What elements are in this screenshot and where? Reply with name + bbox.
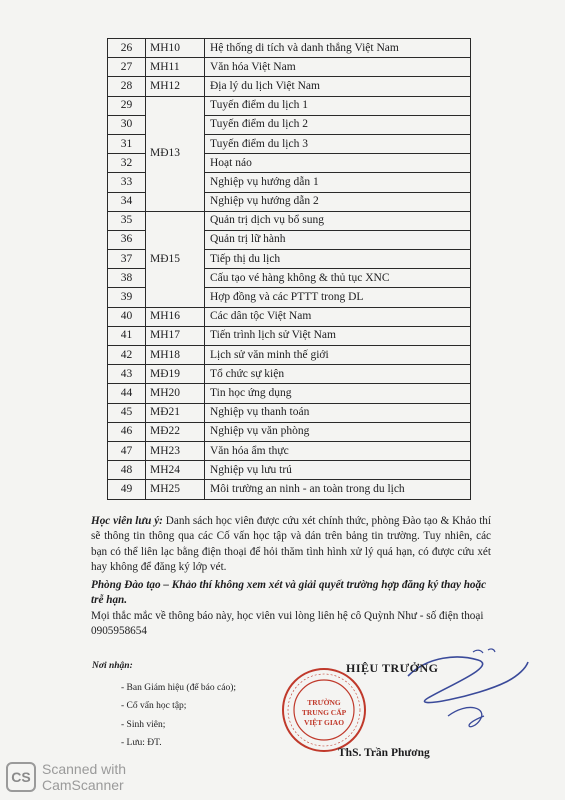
- watermark-text: [42, 761, 126, 793]
- course-name: Môi trường an ninh - an toàn trong du lịch: [205, 480, 471, 499]
- row-number: 34: [108, 192, 146, 211]
- note-text: Danh sách học viên được cứu xét chính thức, phòng Đào tạo & Khảo thí sẽ thông tin thông qua các Cố vấn học tập và dán trên bảng tin trường. Tuy nhiên, các bạn có thể liên lạc bằng điện thoại để hỏi thăm tình hình xử lý quá hạn, có được cứu xét hay không để đăng ký lớp vét.: [91, 515, 491, 573]
- course-name: Tuyến điểm du lịch 3: [205, 134, 471, 153]
- table-row: [108, 365, 471, 384]
- table-row: [108, 326, 471, 345]
- row-number: 26: [108, 39, 146, 58]
- course-name: Hệ thống di tích và danh thắng Việt Nam: [205, 39, 471, 58]
- recipient-item: - Ban Giám hiệu (để báo cáo);: [121, 683, 237, 693]
- course-name: Văn hóa Việt Nam: [205, 58, 471, 77]
- row-number: 29: [108, 96, 146, 115]
- table-row: [108, 58, 471, 77]
- row-number: 33: [108, 173, 146, 192]
- recipients-list: [121, 679, 236, 753]
- table-row: [108, 307, 471, 326]
- signer-name: ThS. Trần Phương: [338, 747, 430, 759]
- row-number: 47: [108, 441, 146, 460]
- camscanner-watermark: [6, 760, 166, 796]
- row-number: 31: [108, 134, 146, 153]
- course-code: MĐ19: [146, 365, 205, 384]
- row-number: 49: [108, 480, 146, 499]
- course-code: MH17: [146, 326, 205, 345]
- course-name: Tiếp thị du lịch: [205, 250, 471, 269]
- svg-text:TRUNG CẤP: TRUNG CẤP: [301, 708, 347, 717]
- course-code: MĐ13: [146, 96, 205, 211]
- contact-text: Mọi thắc mắc về thông báo này, học viên vui lòng liên hệ cô Quỳnh Như - số điện thoại: [91, 610, 484, 622]
- contact-info: [91, 609, 511, 640]
- row-number: 44: [108, 384, 146, 403]
- course-code: MH16: [146, 307, 205, 326]
- table-row: [108, 461, 471, 480]
- row-number: 28: [108, 77, 146, 96]
- course-code: MH11: [146, 58, 205, 77]
- course-code: MH24: [146, 461, 205, 480]
- course-name: Quản trị dịch vụ bổ sung: [205, 211, 471, 230]
- course-name: Nghiệp vụ hướng dẫn 1: [205, 173, 471, 192]
- row-number: 41: [108, 326, 146, 345]
- course-name: Cấu tạo vé hàng không & thủ tục XNC: [205, 269, 471, 288]
- row-number: 39: [108, 288, 146, 307]
- course-code: MH10: [146, 39, 205, 58]
- course-code: MĐ21: [146, 403, 205, 422]
- course-name: Tuyến điểm du lịch 2: [205, 115, 471, 134]
- svg-text:VIỆT GIAO: VIỆT GIAO: [303, 718, 345, 727]
- course-name: Quản trị lữ hành: [205, 230, 471, 249]
- row-number: 32: [108, 154, 146, 173]
- row-number: 40: [108, 307, 146, 326]
- row-number: 35: [108, 211, 146, 230]
- student-note: [91, 514, 491, 575]
- camscanner-logo-icon: CS: [6, 762, 36, 792]
- course-name: Địa lý du lịch Việt Nam: [205, 77, 471, 96]
- recipient-item: - Sinh viên;: [121, 719, 166, 730]
- row-number: 37: [108, 250, 146, 269]
- school-stamp: [281, 667, 367, 753]
- table-row: [108, 422, 471, 441]
- row-number: 27: [108, 58, 146, 77]
- watermark-line: Scanned with: [42, 761, 127, 777]
- row-number: 30: [108, 115, 146, 134]
- course-name: Nghiệp vụ lưu trú: [205, 461, 471, 480]
- course-code: MH25: [146, 480, 205, 499]
- row-number: 38: [108, 269, 146, 288]
- recipients-title: Nơi nhận:: [92, 661, 133, 671]
- row-number: 45: [108, 403, 146, 422]
- row-number: 36: [108, 230, 146, 249]
- office-note: Phòng Đào tạo – Khảo thí không xem xét và giải quyết trường hợp đăng ký thay hoặc trễ hạn.: [91, 579, 487, 607]
- course-code: MH23: [146, 441, 205, 460]
- table-row: [108, 77, 471, 96]
- course-code: MH20: [146, 384, 205, 403]
- course-name: Tổ chức sự kiện: [205, 365, 471, 384]
- table-row: [108, 403, 471, 422]
- course-table: [107, 38, 471, 500]
- course-name: Văn hóa ẩm thực: [205, 441, 471, 460]
- watermark-line: CamScanner: [42, 777, 124, 793]
- row-number: 42: [108, 346, 146, 365]
- table-row: [108, 211, 471, 230]
- signature-title: HIỆU TRƯỞNG: [346, 661, 439, 675]
- course-name: Hoạt náo: [205, 154, 471, 173]
- row-number: 43: [108, 365, 146, 384]
- svg-text:TRƯỜNG: TRƯỜNG: [307, 698, 341, 707]
- table-row: [108, 480, 471, 499]
- recipient-item: - Cố vấn học tập;: [121, 701, 187, 712]
- course-code: MH18: [146, 346, 205, 365]
- course-code: MĐ22: [146, 422, 205, 441]
- table-row: [108, 441, 471, 460]
- row-number: 48: [108, 461, 146, 480]
- course-name: Nghiệp vụ văn phòng: [205, 422, 471, 441]
- table-row: [108, 96, 471, 115]
- course-name: Các dân tộc Việt Nam: [205, 307, 471, 326]
- table-row: [108, 39, 471, 58]
- note-label: Học viên lưu ý:: [91, 515, 163, 527]
- course-name: Nghiệp vụ hướng dẫn 2: [205, 192, 471, 211]
- recipient-item: - Lưu: ĐT.: [121, 738, 162, 749]
- row-number: 46: [108, 422, 146, 441]
- course-name: Hợp đồng và các PTTT trong DL: [205, 288, 471, 307]
- course-code: MH12: [146, 77, 205, 96]
- course-name: Lịch sử văn minh thế giới: [205, 346, 471, 365]
- course-name: Tin học ứng dụng: [205, 384, 471, 403]
- contact-phone: 0905958654: [91, 625, 147, 638]
- course-name: Tiến trình lịch sử Việt Nam: [205, 326, 471, 345]
- course-code: MĐ15: [146, 211, 205, 307]
- course-name: Tuyến điểm du lịch 1: [205, 96, 471, 115]
- table-row: [108, 384, 471, 403]
- table-row: [108, 346, 471, 365]
- course-name: Nghiệp vụ thanh toán: [205, 403, 471, 422]
